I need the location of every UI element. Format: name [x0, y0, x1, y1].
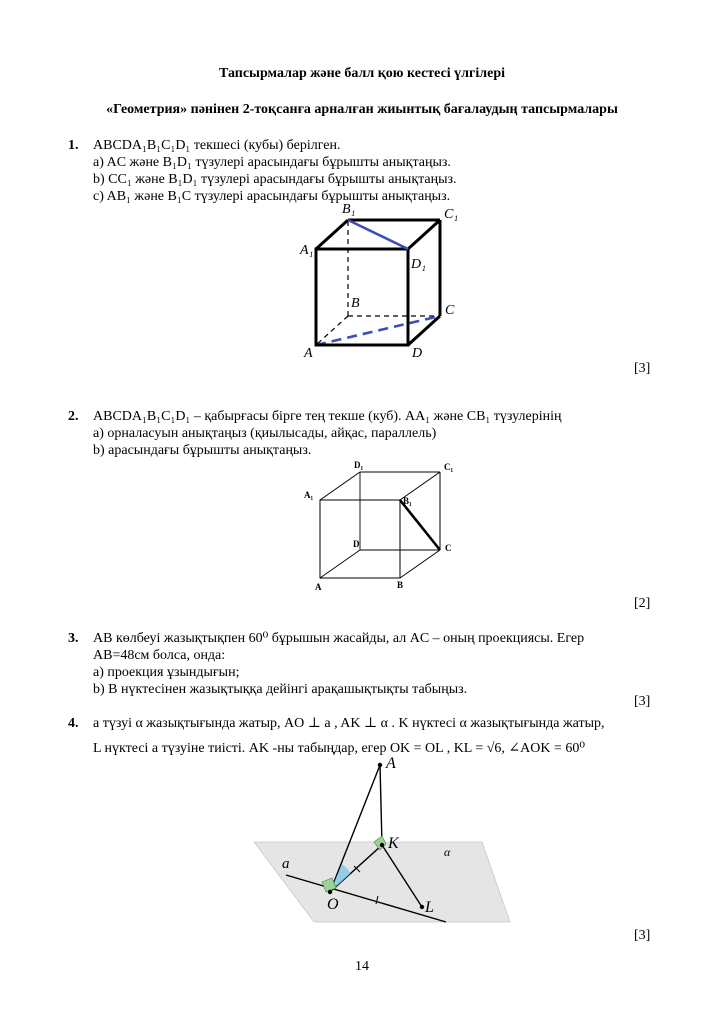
task-2-score: [2] — [634, 596, 651, 611]
label-c1-2: C₁ — [444, 462, 454, 472]
cube-figure-1 — [290, 198, 480, 363]
point-a — [378, 763, 382, 767]
task-1-item-b: b) CC₁ және B₁D₁ түзулері арасындағы бұрышты анықтаңыз. — [93, 172, 457, 187]
front-face — [316, 249, 408, 345]
segment-b1c — [400, 500, 440, 550]
label-line-a: a — [282, 856, 290, 872]
label-d: D — [412, 346, 423, 361]
task-1-item-c: c) AB₁ және B₁C түзулері арасындағы бұрышты анықтаңыз. — [93, 189, 451, 204]
task-1-score: [3] — [634, 361, 651, 376]
task-1-number: 1. — [68, 138, 79, 153]
label-d1: D₁ — [411, 257, 426, 272]
task-2-item-a: a) орналасуын анықтаңыз (қиылысады, айқас, параллель) — [93, 426, 437, 441]
label-o-4: O — [327, 896, 339, 913]
label-b-2: B — [397, 580, 404, 590]
segment-ak — [380, 765, 382, 845]
point-l — [420, 905, 424, 909]
label-a: A — [304, 346, 313, 361]
cube-figure-2 — [300, 458, 470, 593]
label-d1-2: D₁ — [354, 460, 364, 470]
diagonal-ac — [316, 316, 440, 345]
label-a-4: A — [386, 755, 396, 772]
task-2-statement: ABCDA₁B₁C₁D₁ – қабырғасы бірге тең текше (куб). AA₁ және CB₁ түзулерінің — [93, 409, 562, 424]
label-d-2: D — [353, 539, 360, 549]
edge-ad — [320, 550, 360, 578]
edge-a1d1 — [320, 472, 360, 500]
task-4-line-2: L нүктесі a түзуіне тиісті. AK -ны табыңдар, егер OK = OL , KL = √6, ∠AOK = 60⁰ — [93, 741, 585, 756]
task-3-line-1: AB көлбеуі жазықтықпен 60⁰ бұрышын жасайды, ал AC – оның проекциясы. Егер — [93, 631, 585, 646]
page-number: 14 — [355, 959, 369, 974]
point-o — [328, 890, 332, 894]
task-3-item-b: b) B нүктесінен жазықтыққа дейінгі арақашықтықты табыңыз. — [93, 682, 468, 697]
task-3-line-2: AB=48см болса, онда: — [93, 648, 226, 663]
task-3-number: 3. — [68, 631, 79, 646]
page-subtitle: «Геометрия» пәнінен 2-тоқсанға арналған жиынтық бағалаудың тапсырмалары — [106, 102, 618, 117]
point-k — [380, 843, 384, 847]
label-b1-2: B₁ — [403, 496, 412, 506]
label-c: C — [445, 303, 455, 318]
label-c-2: C — [445, 543, 452, 553]
label-k-4: K — [388, 835, 399, 852]
label-a-2: A — [315, 582, 322, 592]
task-3-score: [3] — [634, 694, 651, 709]
label-l-4: L — [425, 899, 434, 916]
task-2-item-b: b) арасындағы бұрышты анықтаңыз. — [93, 443, 312, 458]
plane-alpha — [254, 842, 510, 922]
label-c1: C₁ — [444, 207, 459, 222]
label-a1: A₁ — [300, 243, 314, 258]
task-4-line-1: a түзуі α жазықтығында жатыр, AO ⊥ a , AK ⊥ α . K нүктесі α жазықтығында жатыр, — [93, 716, 605, 731]
diagonal-b1d1 — [348, 220, 408, 249]
label-alpha: α — [444, 845, 451, 859]
edge-cb — [400, 550, 440, 578]
task-1-item-a: a) AC және B₁D₁ түзулері арасындағы бұрышты анықтаңыз. — [93, 155, 451, 170]
edge-a1b1 — [316, 220, 348, 249]
edge-c1d1 — [408, 220, 440, 249]
label-a1-2: A₁ — [304, 490, 314, 500]
plane-figure — [250, 750, 520, 930]
task-4-number: 4. — [68, 716, 79, 731]
task-3-item-a: a) проекция ұзындығын; — [93, 665, 240, 680]
label-b: B — [351, 296, 360, 311]
edge-cd — [408, 316, 440, 345]
task-4-score: [3] — [634, 928, 651, 943]
label-b1: B₁ — [342, 202, 356, 217]
page-title: Тапсырмалар және балл қою кестесі үлгілері — [218, 66, 506, 81]
task-1-statement: ABCDA₁B₁C₁D₁ текшесі (кубы) берілген. — [93, 138, 341, 153]
task-2-number: 2. — [68, 409, 79, 424]
